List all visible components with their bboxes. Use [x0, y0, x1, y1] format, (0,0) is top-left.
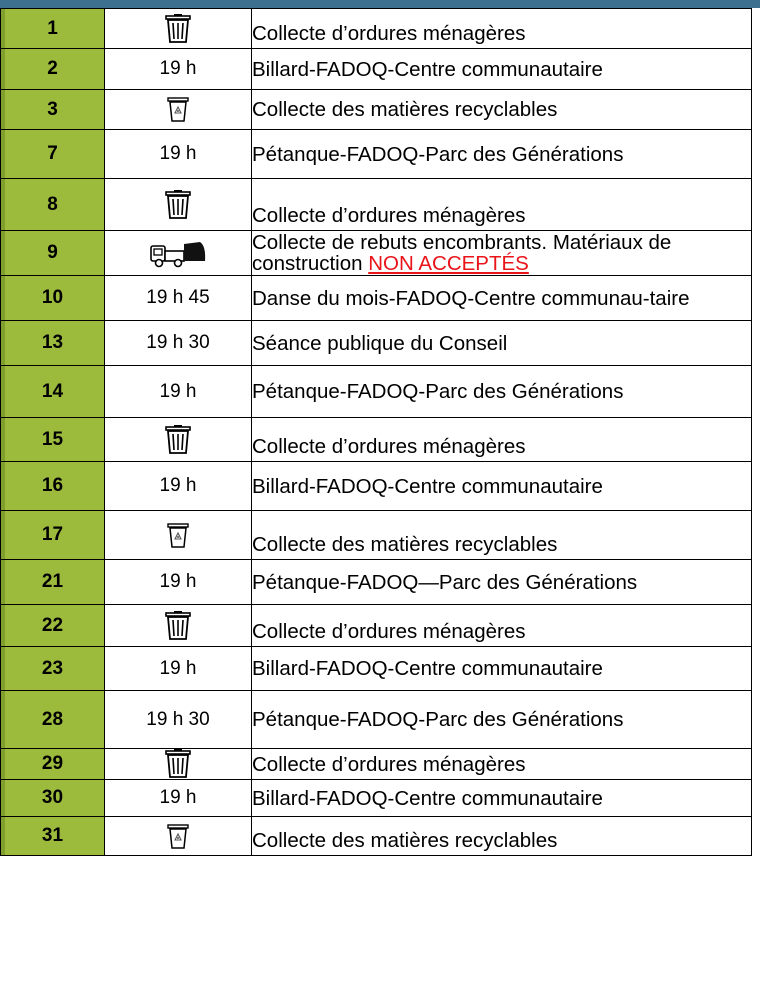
event-description-cell: [252, 511, 752, 560]
event-description-cell: [252, 560, 752, 605]
trash-bin-icon: [164, 749, 192, 779]
icon-cell: [105, 418, 252, 462]
table-row: [1, 780, 752, 817]
table-row: [1, 9, 752, 49]
table-row: [1, 321, 752, 366]
trash-bin-icon: [164, 611, 192, 641]
event-description-cell: [252, 691, 752, 749]
day-number: 7: [1, 130, 105, 179]
event-time: 19 h: [105, 49, 252, 90]
day-number: 13: [1, 321, 105, 366]
event-description: Billard-FADOQ-Centre communautaire: [252, 786, 603, 810]
day-number: 30: [1, 780, 105, 817]
recycle-bin-icon: [166, 96, 190, 123]
event-description-cell: [252, 605, 752, 647]
event-description-cell: [252, 179, 752, 231]
icon-cell: [105, 511, 252, 560]
table-row: [1, 276, 752, 321]
schedule-rows: [1, 9, 752, 856]
day-number: 8: [1, 179, 105, 231]
day-number: 1: [1, 9, 105, 49]
event-description: Pétanque-FADOQ-Parc des Générations: [252, 142, 624, 166]
event-description: Pétanque-FADOQ—Parc des Générations: [252, 570, 638, 594]
trash-bin-icon: [164, 190, 192, 220]
day-number: 29: [1, 749, 105, 780]
event-description-cell: [252, 749, 752, 780]
event-description-cell: [252, 462, 752, 511]
event-description: Collecte d’ordures ménagères: [252, 620, 526, 643]
recycle-bin-icon: [166, 823, 190, 850]
event-description-cell: [252, 90, 752, 130]
trash-bin-icon: [164, 14, 192, 44]
day-number: 21: [1, 560, 105, 605]
table-row: [1, 418, 752, 462]
icon-cell: [105, 605, 252, 647]
event-time: 19 h: [105, 130, 252, 179]
event-description: Collecte d’ordures ménagères: [252, 753, 526, 776]
event-description: Pétanque-FADOQ-Parc des Générations: [252, 708, 624, 731]
day-number: 22: [1, 605, 105, 647]
event-description: Pétanque-FADOQ-Parc des Générations: [252, 380, 624, 403]
garbage-truck-icon: [148, 238, 208, 268]
day-number: 10: [1, 276, 105, 321]
day-number: 23: [1, 647, 105, 691]
event-description: Collecte d’ordures ménagères: [252, 435, 526, 458]
event-time: 19 h: [105, 560, 252, 605]
event-time: 19 h: [105, 647, 252, 691]
day-number: 16: [1, 462, 105, 511]
table-row: [1, 647, 752, 691]
day-number: 3: [1, 90, 105, 130]
event-description-cell: [252, 647, 752, 691]
event-description: Collecte des matières recyclables: [252, 533, 558, 556]
table-row: [1, 179, 752, 231]
header-bar: [0, 0, 760, 8]
event-description: Collecte d’ordures ménagères: [252, 204, 526, 227]
event-description-cell: [252, 321, 752, 366]
table-row: [1, 749, 752, 780]
event-time: 19 h: [105, 366, 252, 418]
day-number: 9: [1, 231, 105, 276]
event-description: Collecte d’ordures ménagères: [252, 22, 526, 45]
icon-cell: [105, 817, 252, 856]
event-description: Collecte des matières recyclables: [252, 98, 558, 121]
day-number: 28: [1, 691, 105, 749]
table-row: [1, 817, 752, 856]
icon-cell: [105, 179, 252, 231]
table-row: [1, 90, 752, 130]
table-row: [1, 231, 752, 276]
icon-cell: [105, 9, 252, 49]
table-row: [1, 130, 752, 179]
event-description-cell: [252, 9, 752, 49]
not-accepted-warning: NON ACCEPTÉS: [368, 252, 529, 275]
event-description-cell: [252, 780, 752, 817]
event-description: Danse du mois-FADOQ-Centre communau-taire: [252, 286, 690, 310]
table-row: [1, 560, 752, 605]
event-description-cell: [252, 418, 752, 462]
event-description: Billard-FADOQ-Centre communautaire: [252, 474, 603, 498]
table-row: [1, 462, 752, 511]
event-time: 19 h 30: [105, 321, 252, 366]
table-row: [1, 49, 752, 90]
table-row: [1, 691, 752, 749]
recycle-bin-icon: [166, 522, 190, 549]
icon-cell: [105, 749, 252, 780]
event-time: 19 h 45: [105, 276, 252, 321]
day-number: 17: [1, 511, 105, 560]
table-row: [1, 511, 752, 560]
table-row: [1, 366, 752, 418]
event-time: 19 h: [105, 780, 252, 817]
event-time: 19 h: [105, 462, 252, 511]
event-time: 19 h 30: [105, 691, 252, 749]
icon-cell: [105, 90, 252, 130]
event-description: Collecte des matières recyclables: [252, 829, 558, 852]
event-description: Séance publique du Conseil: [252, 331, 508, 355]
day-number: 15: [1, 418, 105, 462]
event-description-cell: [252, 817, 752, 856]
event-description-cell: [252, 276, 752, 321]
day-number: 14: [1, 366, 105, 418]
day-number: 31: [1, 817, 105, 856]
schedule-table: [0, 8, 752, 856]
event-description-cell: [252, 366, 752, 418]
table-row: [1, 605, 752, 647]
day-number: 2: [1, 49, 105, 90]
event-description: Billard-FADOQ-Centre communautaire: [252, 57, 603, 81]
event-description: Billard-FADOQ-Centre communautaire: [252, 657, 603, 680]
icon-cell: [105, 231, 252, 276]
event-description-cell: [252, 231, 752, 276]
event-description-cell: [252, 49, 752, 90]
trash-bin-icon: [164, 425, 192, 455]
event-description-cell: [252, 130, 752, 179]
event-description: Collecte de rebuts encombrants. Matériaux de construction: [252, 231, 672, 275]
